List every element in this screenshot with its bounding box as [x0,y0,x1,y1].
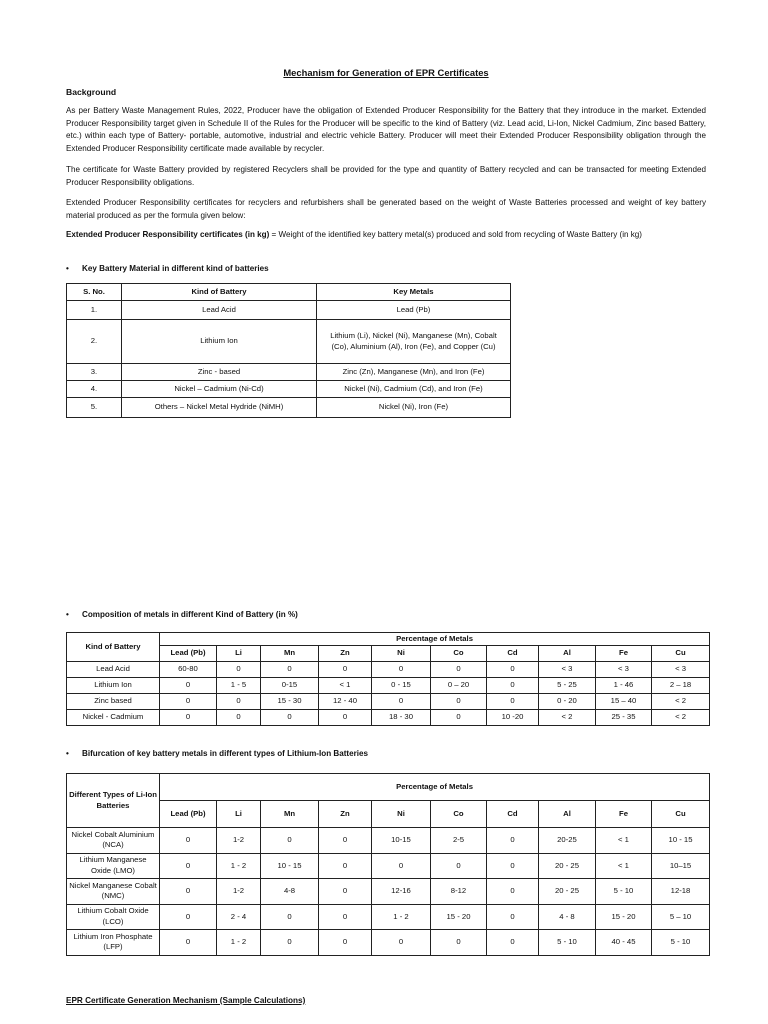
table-cell: 0 [431,662,487,678]
table-cell: 0 [160,930,217,956]
table-cell: 15 - 20 [596,904,652,930]
table-cell: 0 - 15 [372,678,431,694]
row-label: Lithium Ion [67,678,160,694]
table-cell: 0 [487,879,539,905]
metal-column-header: Cd [487,646,539,662]
table-cell: 0 [372,853,431,879]
table-cell: 0 [261,710,319,726]
table-cell: Nickel (Ni), Cadmium (Cd), and Iron (Fe) [317,381,511,398]
paragraph-1: As per Battery Waste Management Rules, 2022, Producer have the obligation of Extended Producer Responsibility for the Battery that they introduce in the market. Extended Producer Responsibility target given in Schedule II of the Rules for the Producer will be specific to the kind of Battery (viz. Lead acid, Li-Ion, Nickel Cadmium, Zinc based Battery, etc.) within each type of Battery- portable, automotive, industrial and electric vehicle Battery. Producer will meet their Extended Producer Responsibility obligation through the Extended Producer Responsibility certificate made available by recycler. [66,106,706,153]
bullet-label: Bifurcation of key battery metals in different types of Lithium-Ion Batteries [82,749,369,758]
metal-column-header: Co [431,646,487,662]
metal-column-header: Ni [372,801,431,828]
key-metals-table [66,283,511,418]
table-cell: 5 - 10 [539,930,596,956]
table-cell: 2-5 [431,828,487,854]
table-cell: 5 – 10 [652,904,710,930]
table-cell: 15 – 40 [596,694,652,710]
bullet-label: Key Battery Material in different kind of batteries [82,264,269,273]
table-cell: < 1 [319,678,372,694]
table-cell: Zinc - based [122,364,317,381]
table-cell: Nickel (Ni), Iron (Fe) [317,398,511,418]
table-cell: 0 [160,828,217,854]
metal-column-header: Mn [261,646,319,662]
table-header: S. No. [67,284,122,301]
table-cell: 10–15 [652,853,710,879]
metal-column-header: Zn [319,801,372,828]
metal-column-header: Fe [596,801,652,828]
table-cell: Lithium (Li), Nickel (Ni), Manganese (Mn), Cobalt (Co), Aluminium (Al), Iron (Fe), and Copper (Cu) [317,320,511,364]
formula-text: = Weight of the identified key battery metal(s) produced and sold from recycling of Waste Battery (in kg) [269,230,643,239]
metal-column-header: Fe [596,646,652,662]
table-cell: Lithium Ion [122,320,317,364]
table-cell: 0 [160,853,217,879]
table-cell: 0 [261,828,319,854]
table-cell: 0 [319,904,372,930]
table-cell: 1 - 2 [217,853,261,879]
table-header: Kind of Battery [122,284,317,301]
table-cell: 2. [67,320,122,364]
table-cell: 0 [487,828,539,854]
table-cell: 5. [67,398,122,418]
row-label: Nickel Cobalt Aluminium (NCA) [67,828,160,854]
table-cell: < 3 [596,662,652,678]
metal-column-header: Li [217,801,261,828]
table-cell: 1 - 2 [372,904,431,930]
table-cell: 0 [160,904,217,930]
table-cell: 0 [487,930,539,956]
table-cell: 0 [431,853,487,879]
metal-column-header: Lead (Pb) [160,801,217,828]
table-cell: 12-18 [652,879,710,905]
table-cell: 60-80 [160,662,217,678]
table-cell: 4-8 [261,879,319,905]
metal-column-header: Li [217,646,261,662]
table-cell: 2 – 18 [652,678,710,694]
table-cell: 5 - 10 [596,879,652,905]
formula-paragraph [66,229,706,242]
table-cell: 4 - 8 [539,904,596,930]
bullet-composition [66,610,298,619]
table-row [67,879,710,905]
table-row [67,710,710,726]
metal-column-header: Al [539,646,596,662]
table-cell: Nickel – Cadmium (Ni-Cd) [122,381,317,398]
table-cell: < 2 [652,694,710,710]
bullet-label: Composition of metals in different Kind of Battery (in %) [82,610,298,619]
table-cell: 5 - 10 [652,930,710,956]
table-cell: 0 [319,828,372,854]
table-cell: 15 - 30 [261,694,319,710]
metal-column-header: Cd [487,801,539,828]
table-cell: Lead Acid [122,301,317,320]
table-cell: 12-16 [372,879,431,905]
table-cell: 0 [217,662,261,678]
table-group-header: Percentage of Metals [160,774,710,801]
table-cell: 40 - 45 [596,930,652,956]
table-cell: 20 - 25 [539,879,596,905]
table-cell: Lead (Pb) [317,301,511,320]
table-cell: 0 [487,662,539,678]
table-cell: 0 [261,904,319,930]
table-corner-header: Kind of Battery [67,633,160,662]
table-cell: 5 - 25 [539,678,596,694]
table-corner-header: Different Types of Li-Ion Batteries [67,774,160,828]
table-cell: Zinc (Zn), Manganese (Mn), and Iron (Fe) [317,364,511,381]
table-cell: 0 [487,853,539,879]
table-header: Key Metals [317,284,511,301]
table-cell: 0-15 [261,678,319,694]
table-cell: 0 [160,678,217,694]
table-cell: 25 - 35 [596,710,652,726]
table-cell: 8-12 [431,879,487,905]
table-row [67,364,511,381]
table-cell: 0 [217,694,261,710]
table-cell: < 2 [652,710,710,726]
table-cell: < 3 [652,662,710,678]
table-cell: 10-15 [372,828,431,854]
table-cell: 10 - 15 [652,828,710,854]
table-row [67,694,710,710]
table-cell: 1 - 5 [217,678,261,694]
table-cell: 0 [431,710,487,726]
table-row [67,678,710,694]
table-cell: 0 [487,694,539,710]
table-row [67,662,710,678]
table-cell: 1. [67,301,122,320]
table-group-header: Percentage of Metals [160,633,710,646]
table-cell: 0 [487,678,539,694]
metal-column-header: Cu [652,646,710,662]
table-row [67,320,511,364]
table-cell: 0 [319,662,372,678]
page-title: Mechanism for Generation of EPR Certificates [283,67,489,78]
table-cell: 0 [319,853,372,879]
paragraph-3: Extended Producer Responsibility certificates for recyclers and refurbishers shall be generated based on the weight of Waste Batteries processed and weight of key battery material produced as per the formula given below: [66,198,706,220]
table-cell: 0 [261,930,319,956]
metal-column-header: Co [431,801,487,828]
table-cell: 0 [372,930,431,956]
table-cell: Others – Nickel Metal Hydride (NiMH) [122,398,317,418]
table-cell: 10 - 15 [261,853,319,879]
table-cell: 12 - 40 [319,694,372,710]
table-cell: 0 [431,930,487,956]
row-label: Lithium Cobalt Oxide (LCO) [67,904,160,930]
table-row [67,398,511,418]
table-cell: 0 [319,930,372,956]
row-label: Lead Acid [67,662,160,678]
table-cell: < 1 [596,828,652,854]
bullet-dot-icon: • [66,749,69,758]
table-cell: 3. [67,364,122,381]
paragraph-2: The certificate for Waste Battery provided by registered Recyclers shall be provided for the type and quantity of Battery recycled and can be transacted for meeting Extended Producer Responsibility obligations. [66,165,706,187]
table-cell: 20-25 [539,828,596,854]
table-cell: 10 -20 [487,710,539,726]
bullet-dot-icon: • [66,264,69,273]
formula-label: Extended Producer Responsibility certificates (in kg) [66,230,270,239]
metal-column-header: Cu [652,801,710,828]
table-cell: 0 [487,904,539,930]
table-cell: 15 - 20 [431,904,487,930]
table-cell: 0 [319,879,372,905]
sample-calculations-heading: EPR Certificate Generation Mechanism (Sample Calculations) [66,996,306,1005]
table-cell: 1-2 [217,879,261,905]
table-cell: 2 - 4 [217,904,261,930]
table-cell: 0 [431,694,487,710]
table-cell: 20 - 25 [539,853,596,879]
table-cell: 4. [67,381,122,398]
row-label: Zinc based [67,694,160,710]
table-row [67,930,710,956]
metal-column-header: Mn [261,801,319,828]
row-label: Nickel - Cadmium [67,710,160,726]
table-cell: 0 [372,662,431,678]
table-cell: 0 [261,662,319,678]
table-cell: < 1 [596,853,652,879]
table-cell: 0 [160,879,217,905]
background-heading: Background [66,87,117,97]
table-row [67,853,710,879]
li-ion-breakdown-table [66,773,710,956]
table-row [67,828,710,854]
row-label: Lithium Iron Phosphate (LFP) [67,930,160,956]
metal-column-header: Al [539,801,596,828]
table-cell: 0 – 20 [431,678,487,694]
row-label: Nickel Manganese Cobalt (NMC) [67,879,160,905]
table-cell: 0 [160,710,217,726]
table-cell: 0 [319,710,372,726]
composition-table [66,632,710,726]
bullet-dot-icon: • [66,610,69,619]
bullet-li-ion [66,749,368,758]
row-label: Lithium Manganese Oxide (LMO) [67,853,160,879]
table-cell: 0 - 20 [539,694,596,710]
bullet-key-material [66,264,269,273]
table-cell: 1 - 2 [217,930,261,956]
table-cell: 18 - 30 [372,710,431,726]
metal-column-header: Lead (Pb) [160,646,217,662]
table-cell: 0 [217,710,261,726]
table-cell: 0 [160,694,217,710]
table-row [67,301,511,320]
metal-column-header: Zn [319,646,372,662]
metal-column-header: Ni [372,646,431,662]
table-row [67,381,511,398]
table-cell: 1 - 46 [596,678,652,694]
table-cell: < 2 [539,710,596,726]
table-cell: 0 [372,694,431,710]
table-row [67,904,710,930]
table-cell: 1-2 [217,828,261,854]
table-cell: < 3 [539,662,596,678]
